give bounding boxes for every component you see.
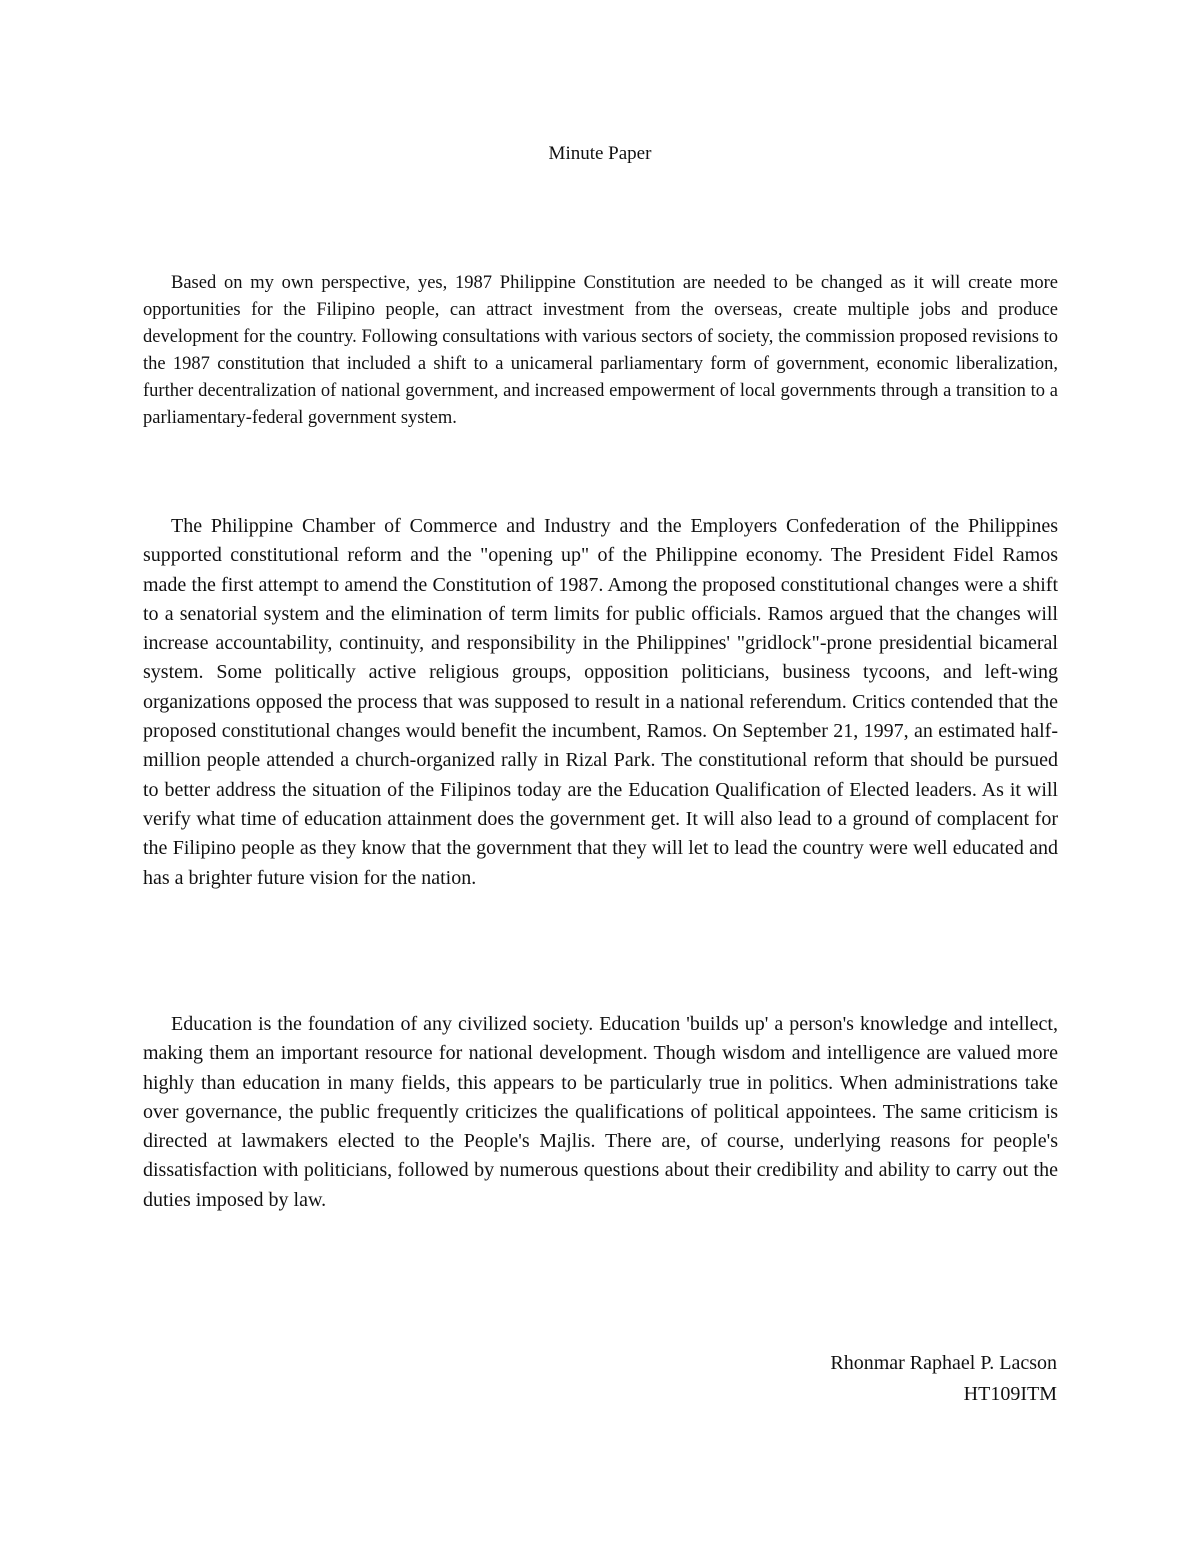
page-title: Minute Paper bbox=[548, 143, 652, 164]
paragraph-3: Education is the foundation of any civilized society. Education 'builds up' a person's knowledge and intellect, making them an important resource for national development. Though wisdom and intelligence are valued more highly than education in many fields, this appears to be particularly true in politics. When administrations take over governance, the public frequently criticizes the qualifications of political appointees. The same criticism is directed at lawmakers elected to the People's Majlis. There are, of course, underlying reasons for people's dissatisfaction with politicians, followed by numerous questions about their credibility and ability to carry out the duties imposed by law. bbox=[143, 1013, 1058, 1211]
paragraph-2: The Philippine Chamber of Commerce and Industry and the Employers Confederation of the Philippines supported constitutional reform and the "opening up" of the Philippine economy. The President Fidel Ramos made the first attempt to amend the Constitution of 1987. Among the proposed constitutional changes were a shift to a senatorial system and the elimination of term limits for public officials. Ramos argued that the changes will increase accountability, continuity, and responsibility in the Philippines' "gridlock"-prone presidential bicameral system. Some politically active religious groups, opposition politicians, business tycoons, and left-wing organizations opposed the process that was supposed to result in a national referendum. Critics contended that the proposed constitutional changes would benefit the incumbent, Ramos. On September 21, 1997, an estimated half-million people attended a church-organized rally in Rizal Park. The constitutional reform that should be pursued to better address the situation of the Filipinos today are the Education Qualification of Elected leaders. As it will verify what time of education attainment does the government get. It will also lead to a ground of complacent for the Filipino people as they know that the government that they will let to lead the country were well educated and has a brighter future vision for the nation. bbox=[143, 515, 1058, 889]
signature-block bbox=[830, 1348, 1057, 1410]
paragraph-1: Based on my own perspective, yes, 1987 Philippine Constitution are needed to be changed as it will create more opportunities for the Filipino people, can attract investment from the overseas, create multiple jobs and produce development for the country. Following consultations with various sectors of society, the commission proposed revisions to the 1987 constitution that included a shift to a unicameral parliamentary form of government, economic liberalization, further decentralization of national government, and increased empowerment of local governments through a transition to a parliamentary-federal government system. bbox=[143, 273, 1058, 428]
author-name: Rhonmar Raphael P. Lacson bbox=[830, 1352, 1057, 1374]
author-section: HT109ITM bbox=[963, 1383, 1057, 1405]
